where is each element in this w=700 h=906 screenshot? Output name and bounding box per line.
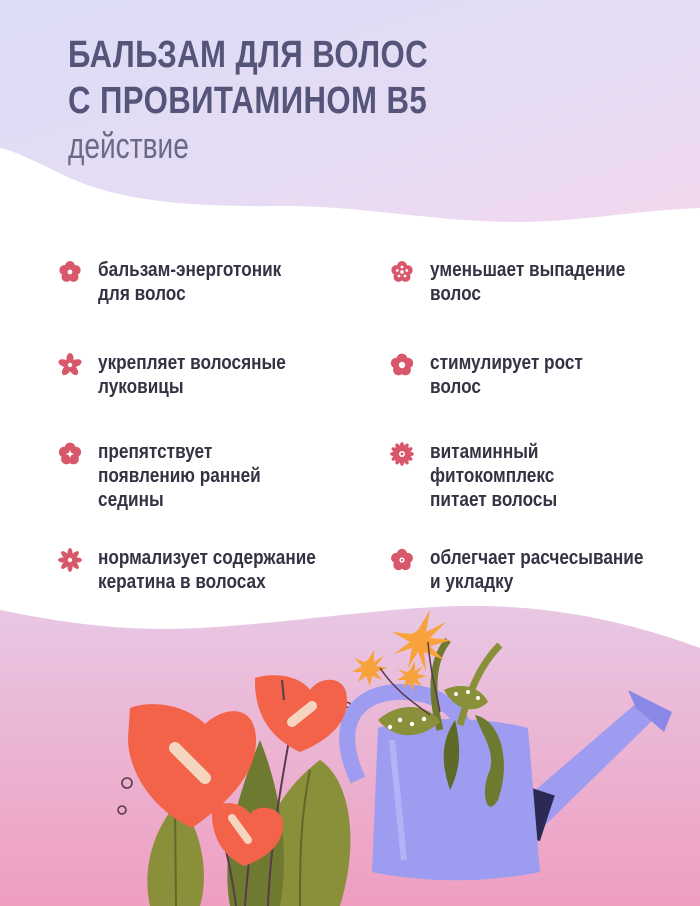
flower-icon xyxy=(390,442,414,466)
flower-icon xyxy=(390,548,414,572)
page-subtitle: действие xyxy=(68,125,189,166)
benefit-text: стимулирует рост волос xyxy=(430,352,583,398)
title-line-1: БАЛЬЗАМ ДЛЯ ВОЛОС xyxy=(68,34,429,76)
page-title xyxy=(68,32,668,166)
benefit-text: укрепляет волосяные луковицы xyxy=(98,352,286,398)
benefit-text: препятствует появлению ранней седины xyxy=(98,441,261,511)
watering-can-illustration xyxy=(0,600,700,906)
benefit-text: уменьшает выпадение волос xyxy=(430,259,626,305)
flower-icon xyxy=(58,548,82,572)
title-line-2: С ПРОВИТАМИНОМ В5 xyxy=(68,80,428,122)
benefit-text: бальзам-энерготоник для волос xyxy=(98,259,282,305)
flower-icon xyxy=(390,260,414,284)
benefit-text: нормализует содержание кератина в волосах xyxy=(98,547,316,593)
flower-icon xyxy=(390,353,414,377)
benefit-text: витаминный фитокомплекс питает волосы xyxy=(430,441,558,511)
flower-icon xyxy=(58,442,82,466)
flower-icon xyxy=(58,260,82,284)
benefit-text: облегчает расчесывание и укладку xyxy=(430,547,644,593)
flower-icon xyxy=(58,353,82,377)
